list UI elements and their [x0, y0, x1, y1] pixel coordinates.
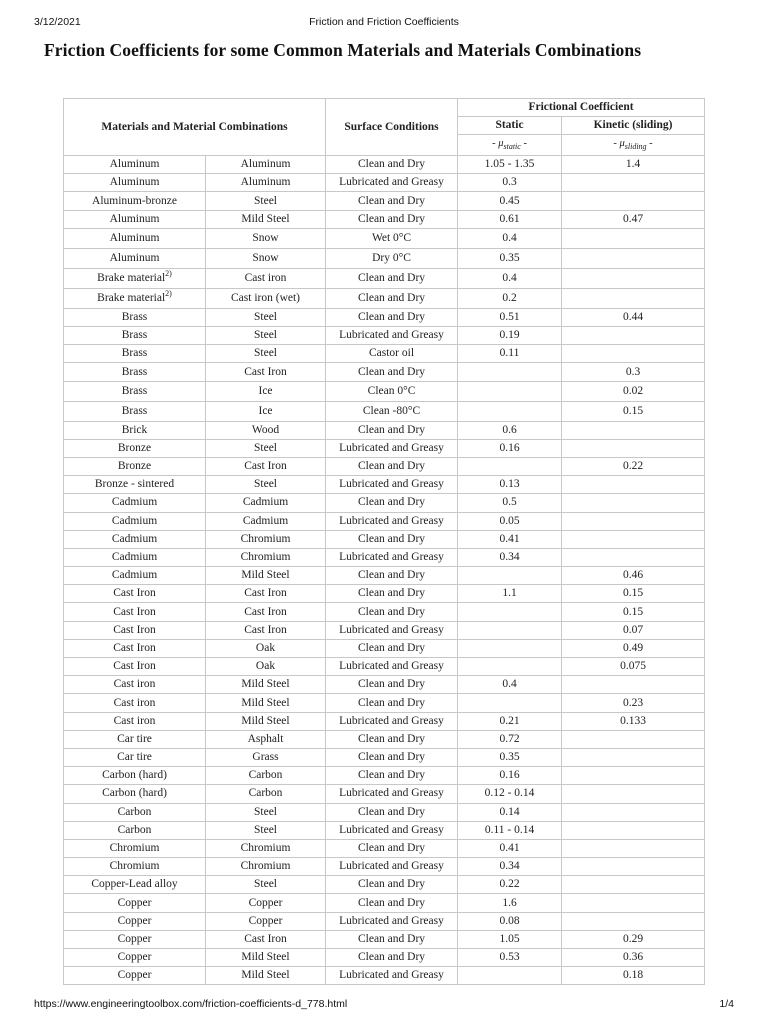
static-coefficient-cell: 0.4	[458, 676, 562, 694]
material-1-cell: Car tire	[64, 730, 206, 748]
material-1-cell: Brake material$^{2)}$	[64, 268, 206, 288]
material-1-cell: Cadmium	[64, 494, 206, 512]
surface-condition-cell: Clean and Dry	[326, 308, 458, 326]
surface-condition-cell: Clean and Dry	[326, 694, 458, 712]
surface-condition-cell: Wet 0°C	[326, 228, 458, 248]
material-1-cell: Aluminum	[64, 156, 206, 174]
material-2-cell: Steel	[206, 439, 326, 457]
material-2-cell: Mild Steel	[206, 949, 326, 967]
footnote-marker: 2)	[165, 289, 172, 299]
material-1-cell: Copper	[64, 894, 206, 912]
kinetic-coefficient-cell	[562, 327, 705, 345]
surface-condition-cell: Clean and Dry	[326, 457, 458, 475]
material-2-cell: Mild Steel	[206, 967, 326, 985]
material-1-cell: Brass	[64, 308, 206, 326]
kinetic-coefficient-cell: 0.47	[562, 210, 705, 228]
surface-condition-cell: Lubricated and Greasy	[326, 858, 458, 876]
material-1-cell: Cast Iron	[64, 585, 206, 603]
table-row	[64, 156, 705, 174]
static-coefficient-cell: 0.08	[458, 912, 562, 930]
material-1-cell: Carbon (hard)	[64, 767, 206, 785]
surface-condition-cell: Lubricated and Greasy	[326, 327, 458, 345]
surface-condition-cell: Clean and Dry	[326, 730, 458, 748]
static-coefficient-cell: 0.72	[458, 730, 562, 748]
table-row	[64, 676, 705, 694]
surface-condition-cell: Clean and Dry	[326, 803, 458, 821]
material-1-cell: Cast Iron	[64, 658, 206, 676]
material-1-cell: Aluminum	[64, 210, 206, 228]
table-row	[64, 268, 705, 288]
static-coefficient-cell: 0.4	[458, 268, 562, 288]
table-row	[64, 967, 705, 985]
kinetic-coefficient-cell	[562, 730, 705, 748]
surface-condition-cell: Clean and Dry	[326, 192, 458, 210]
material-1-cell: Cadmium	[64, 530, 206, 548]
static-coefficient-cell	[458, 967, 562, 985]
material-2-cell: Wood	[206, 421, 326, 439]
material-1-cell: Aluminum	[64, 228, 206, 248]
material-1-cell: Bronze - sintered	[64, 476, 206, 494]
kinetic-coefficient-cell	[562, 439, 705, 457]
static-coefficient-cell: 0.6	[458, 421, 562, 439]
kinetic-coefficient-cell: 0.29	[562, 930, 705, 948]
kinetic-coefficient-cell: 1.4	[562, 156, 705, 174]
material-1-cell: Brass	[64, 381, 206, 401]
material-1-cell: Aluminum	[64, 248, 206, 268]
kinetic-coefficient-cell	[562, 912, 705, 930]
static-coefficient-cell: 1.6	[458, 894, 562, 912]
material-1-cell: Chromium	[64, 839, 206, 857]
surface-condition-cell: Clean and Dry	[326, 156, 458, 174]
table-row	[64, 821, 705, 839]
material-1-cell: Aluminum	[64, 174, 206, 192]
static-coefficient-cell: 0.53	[458, 949, 562, 967]
surface-condition-cell: Clean and Dry	[326, 876, 458, 894]
kinetic-coefficient-cell: 0.44	[562, 308, 705, 326]
header-mu-static: - $\mu_{static}$ -	[458, 135, 562, 156]
material-1-cell: Car tire	[64, 748, 206, 766]
kinetic-coefficient-cell	[562, 803, 705, 821]
surface-condition-cell: Clean and Dry	[326, 676, 458, 694]
kinetic-coefficient-cell	[562, 268, 705, 288]
table-row	[64, 327, 705, 345]
static-coefficient-cell	[458, 639, 562, 657]
table-row	[64, 894, 705, 912]
material-1-cell: Cast Iron	[64, 621, 206, 639]
material-2-cell: Chromium	[206, 839, 326, 857]
material-2-cell: Copper	[206, 894, 326, 912]
material-1-cell: Cast Iron	[64, 603, 206, 621]
table-row	[64, 381, 705, 401]
static-coefficient-cell	[458, 363, 562, 381]
static-coefficient-cell: 0.61	[458, 210, 562, 228]
table-row	[64, 603, 705, 621]
surface-condition-cell: Clean and Dry	[326, 603, 458, 621]
header-kinetic: Kinetic (sliding)	[562, 117, 705, 135]
static-coefficient-cell: 0.19	[458, 327, 562, 345]
surface-condition-cell: Lubricated and Greasy	[326, 548, 458, 566]
kinetic-coefficient-cell: 0.49	[562, 639, 705, 657]
material-2-cell: Mild Steel	[206, 567, 326, 585]
material-2-cell: Steel	[206, 345, 326, 363]
table-row	[64, 457, 705, 475]
material-1-cell: Carbon	[64, 803, 206, 821]
material-1-cell: Cast iron	[64, 694, 206, 712]
friction-table-container	[63, 98, 704, 985]
material-1-cell: Chromium	[64, 858, 206, 876]
surface-condition-cell: Lubricated and Greasy	[326, 476, 458, 494]
static-coefficient-cell: 0.34	[458, 548, 562, 566]
table-row	[64, 712, 705, 730]
kinetic-coefficient-cell: 0.02	[562, 381, 705, 401]
kinetic-coefficient-cell: 0.075	[562, 658, 705, 676]
footnote-marker: 2)	[165, 269, 172, 279]
static-coefficient-cell: 0.05	[458, 512, 562, 530]
material-1-cell: Cadmium	[64, 512, 206, 530]
surface-condition-cell: Clean and Dry	[326, 530, 458, 548]
material-1-cell: Copper	[64, 967, 206, 985]
material-2-cell: Cadmium	[206, 512, 326, 530]
header-frictional-coefficient: Frictional Coefficient	[458, 99, 705, 117]
static-coefficient-cell	[458, 567, 562, 585]
material-2-cell: Mild Steel	[206, 676, 326, 694]
static-coefficient-cell	[458, 457, 562, 475]
static-coefficient-cell: 0.41	[458, 530, 562, 548]
surface-condition-cell: Lubricated and Greasy	[326, 712, 458, 730]
static-coefficient-cell: 0.51	[458, 308, 562, 326]
table-row	[64, 567, 705, 585]
table-row	[64, 421, 705, 439]
static-coefficient-cell: 0.13	[458, 476, 562, 494]
material-2-cell: Carbon	[206, 767, 326, 785]
surface-condition-cell: Clean 0°C	[326, 381, 458, 401]
surface-condition-cell: Lubricated and Greasy	[326, 439, 458, 457]
material-2-cell: Snow	[206, 228, 326, 248]
material-1-cell: Copper	[64, 912, 206, 930]
material-1-cell: Brake material$^{2)}$	[64, 288, 206, 308]
surface-condition-cell: Clean and Dry	[326, 894, 458, 912]
material-2-cell: Steel	[206, 803, 326, 821]
table-row	[64, 512, 705, 530]
table-row	[64, 858, 705, 876]
surface-condition-cell: Clean and Dry	[326, 421, 458, 439]
kinetic-coefficient-cell	[562, 288, 705, 308]
table-row	[64, 639, 705, 657]
kinetic-coefficient-cell: 0.23	[562, 694, 705, 712]
kinetic-coefficient-cell: 0.133	[562, 712, 705, 730]
surface-condition-cell: Clean and Dry	[326, 363, 458, 381]
static-coefficient-cell: 0.2	[458, 288, 562, 308]
material-1-cell: Cast Iron	[64, 639, 206, 657]
kinetic-coefficient-cell: 0.15	[562, 585, 705, 603]
table-row	[64, 248, 705, 268]
table-row	[64, 476, 705, 494]
kinetic-coefficient-cell	[562, 876, 705, 894]
table-row	[64, 803, 705, 821]
table-row	[64, 658, 705, 676]
table-row	[64, 876, 705, 894]
static-coefficient-cell: 1.05	[458, 930, 562, 948]
kinetic-coefficient-cell: 0.18	[562, 967, 705, 985]
material-2-cell: Copper	[206, 912, 326, 930]
kinetic-coefficient-cell	[562, 476, 705, 494]
table-row	[64, 930, 705, 948]
surface-condition-cell: Lubricated and Greasy	[326, 174, 458, 192]
kinetic-coefficient-cell: 0.3	[562, 363, 705, 381]
material-1-cell: Carbon (hard)	[64, 785, 206, 803]
print-date: 3/12/2021	[34, 16, 81, 28]
table-row	[64, 585, 705, 603]
print-url: https://www.engineeringtoolbox.com/friction-coefficients-d_778.html	[34, 998, 348, 1010]
table-row	[64, 530, 705, 548]
surface-condition-cell: Clean and Dry	[326, 567, 458, 585]
surface-condition-cell: Clean and Dry	[326, 949, 458, 967]
kinetic-coefficient-cell	[562, 248, 705, 268]
material-1-cell: Cast iron	[64, 712, 206, 730]
static-coefficient-cell: 1.05 - 1.35	[458, 156, 562, 174]
static-coefficient-cell: 0.5	[458, 494, 562, 512]
material-2-cell: Aluminum	[206, 174, 326, 192]
table-row	[64, 730, 705, 748]
material-2-cell: Steel	[206, 192, 326, 210]
page-number: 1/4	[719, 998, 734, 1010]
kinetic-coefficient-cell	[562, 821, 705, 839]
surface-condition-cell: Lubricated and Greasy	[326, 821, 458, 839]
material-1-cell: Cast iron	[64, 676, 206, 694]
table-row	[64, 748, 705, 766]
kinetic-coefficient-cell: 0.36	[562, 949, 705, 967]
static-coefficient-cell	[458, 621, 562, 639]
material-2-cell: Chromium	[206, 548, 326, 566]
material-2-cell: Steel	[206, 476, 326, 494]
material-2-cell: Chromium	[206, 530, 326, 548]
kinetic-coefficient-cell	[562, 894, 705, 912]
header-materials: Materials and Material Combinations	[64, 99, 326, 156]
table-row	[64, 949, 705, 967]
kinetic-coefficient-cell: 0.07	[562, 621, 705, 639]
static-coefficient-cell: 0.14	[458, 803, 562, 821]
header-static: Static	[458, 117, 562, 135]
friction-table-body	[64, 156, 705, 985]
surface-condition-cell: Clean and Dry	[326, 930, 458, 948]
print-header	[34, 16, 734, 30]
static-coefficient-cell: 1.1	[458, 585, 562, 603]
material-1-cell: Carbon	[64, 821, 206, 839]
kinetic-coefficient-cell	[562, 228, 705, 248]
surface-condition-cell: Clean and Dry	[326, 585, 458, 603]
friction-table	[63, 98, 705, 985]
table-row	[64, 192, 705, 210]
table-row	[64, 767, 705, 785]
static-coefficient-cell: 0.11	[458, 345, 562, 363]
material-2-cell: Grass	[206, 748, 326, 766]
table-row	[64, 912, 705, 930]
kinetic-coefficient-cell	[562, 512, 705, 530]
static-coefficient-cell: 0.4	[458, 228, 562, 248]
surface-condition-cell: Clean and Dry	[326, 210, 458, 228]
page-title: Friction Coefficients for some Common Materials and Materials Combinations	[44, 40, 642, 60]
material-2-cell: Cast Iron	[206, 457, 326, 475]
table-row	[64, 288, 705, 308]
static-coefficient-cell: 0.34	[458, 858, 562, 876]
table-row	[64, 621, 705, 639]
static-coefficient-cell: 0.3	[458, 174, 562, 192]
material-1-cell: Brick	[64, 421, 206, 439]
material-1-cell: Bronze	[64, 457, 206, 475]
material-2-cell: Asphalt	[206, 730, 326, 748]
kinetic-coefficient-cell: 0.15	[562, 603, 705, 621]
material-2-cell: Cast Iron	[206, 585, 326, 603]
table-row	[64, 363, 705, 381]
table-row	[64, 839, 705, 857]
surface-condition-cell: Castor oil	[326, 345, 458, 363]
surface-condition-cell: Lubricated and Greasy	[326, 785, 458, 803]
material-2-cell: Mild Steel	[206, 712, 326, 730]
surface-condition-cell: Clean and Dry	[326, 288, 458, 308]
kinetic-coefficient-cell	[562, 530, 705, 548]
static-coefficient-cell	[458, 401, 562, 421]
static-coefficient-cell: 0.21	[458, 712, 562, 730]
material-1-cell: Brass	[64, 363, 206, 381]
static-coefficient-cell: 0.16	[458, 767, 562, 785]
static-coefficient-cell: 0.45	[458, 192, 562, 210]
table-row	[64, 401, 705, 421]
material-2-cell: Cast iron (wet)	[206, 288, 326, 308]
static-coefficient-cell: 0.16	[458, 439, 562, 457]
static-coefficient-cell: 0.35	[458, 248, 562, 268]
surface-condition-cell: Clean and Dry	[326, 268, 458, 288]
material-2-cell: Ice	[206, 381, 326, 401]
surface-condition-cell: Dry 0°C	[326, 248, 458, 268]
material-2-cell: Steel	[206, 821, 326, 839]
static-coefficient-cell: 0.22	[458, 876, 562, 894]
material-1-cell: Brass	[64, 345, 206, 363]
table-row	[64, 174, 705, 192]
material-1-cell: Cadmium	[64, 548, 206, 566]
material-1-cell: Copper	[64, 949, 206, 967]
material-2-cell: Snow	[206, 248, 326, 268]
table-row	[64, 345, 705, 363]
static-coefficient-cell: 0.12 - 0.14	[458, 785, 562, 803]
material-2-cell: Steel	[206, 327, 326, 345]
material-2-cell: Oak	[206, 658, 326, 676]
kinetic-coefficient-cell	[562, 839, 705, 857]
kinetic-coefficient-cell: 0.15	[562, 401, 705, 421]
table-row	[64, 494, 705, 512]
table-row	[64, 228, 705, 248]
material-2-cell: Steel	[206, 876, 326, 894]
kinetic-coefficient-cell	[562, 785, 705, 803]
kinetic-coefficient-cell	[562, 494, 705, 512]
surface-condition-cell: Clean and Dry	[326, 839, 458, 857]
surface-condition-cell: Lubricated and Greasy	[326, 967, 458, 985]
material-1-cell: Copper	[64, 930, 206, 948]
material-2-cell: Cast iron	[206, 268, 326, 288]
kinetic-coefficient-cell	[562, 174, 705, 192]
table-row	[64, 210, 705, 228]
static-coefficient-cell	[458, 381, 562, 401]
material-2-cell: Oak	[206, 639, 326, 657]
material-1-cell: Cadmium	[64, 567, 206, 585]
surface-condition-cell: Clean and Dry	[326, 494, 458, 512]
kinetic-coefficient-cell	[562, 676, 705, 694]
print-title: Friction and Friction Coefficients	[309, 16, 459, 28]
static-coefficient-cell: 0.35	[458, 748, 562, 766]
material-1-cell: Brass	[64, 327, 206, 345]
static-coefficient-cell: 0.41	[458, 839, 562, 857]
table-row	[64, 439, 705, 457]
material-1-cell: Brass	[64, 401, 206, 421]
surface-condition-cell: Clean -80°C	[326, 401, 458, 421]
material-1-cell: Bronze	[64, 439, 206, 457]
surface-condition-cell: Lubricated and Greasy	[326, 621, 458, 639]
material-1-cell: Aluminum-bronze	[64, 192, 206, 210]
static-coefficient-cell: 0.11 - 0.14	[458, 821, 562, 839]
kinetic-coefficient-cell	[562, 748, 705, 766]
header-mu-sliding: - $\mu_{sliding}$ -	[562, 135, 705, 156]
material-2-cell: Carbon	[206, 785, 326, 803]
table-row	[64, 694, 705, 712]
material-2-cell: Chromium	[206, 858, 326, 876]
kinetic-coefficient-cell	[562, 858, 705, 876]
material-2-cell: Cast Iron	[206, 603, 326, 621]
kinetic-coefficient-cell	[562, 345, 705, 363]
material-2-cell: Cast Iron	[206, 930, 326, 948]
static-coefficient-cell	[458, 694, 562, 712]
static-coefficient-cell	[458, 603, 562, 621]
material-2-cell: Ice	[206, 401, 326, 421]
material-2-cell: Steel	[206, 308, 326, 326]
material-2-cell: Cast Iron	[206, 363, 326, 381]
static-coefficient-cell	[458, 658, 562, 676]
surface-condition-cell: Lubricated and Greasy	[326, 658, 458, 676]
table-row	[64, 785, 705, 803]
surface-condition-cell: Lubricated and Greasy	[326, 512, 458, 530]
header-surface-conditions: Surface Conditions	[326, 99, 458, 156]
table-row	[64, 308, 705, 326]
material-2-cell: Cadmium	[206, 494, 326, 512]
material-2-cell: Aluminum	[206, 156, 326, 174]
print-footer	[34, 998, 734, 1012]
material-2-cell: Mild Steel	[206, 694, 326, 712]
surface-condition-cell: Clean and Dry	[326, 767, 458, 785]
kinetic-coefficient-cell	[562, 192, 705, 210]
material-1-cell: Copper-Lead alloy	[64, 876, 206, 894]
surface-condition-cell: Clean and Dry	[326, 748, 458, 766]
kinetic-coefficient-cell: 0.22	[562, 457, 705, 475]
material-2-cell: Mild Steel	[206, 210, 326, 228]
table-row	[64, 548, 705, 566]
kinetic-coefficient-cell	[562, 421, 705, 439]
kinetic-coefficient-cell	[562, 548, 705, 566]
surface-condition-cell: Lubricated and Greasy	[326, 912, 458, 930]
material-2-cell: Cast Iron	[206, 621, 326, 639]
kinetic-coefficient-cell: 0.46	[562, 567, 705, 585]
surface-condition-cell: Clean and Dry	[326, 639, 458, 657]
kinetic-coefficient-cell	[562, 767, 705, 785]
